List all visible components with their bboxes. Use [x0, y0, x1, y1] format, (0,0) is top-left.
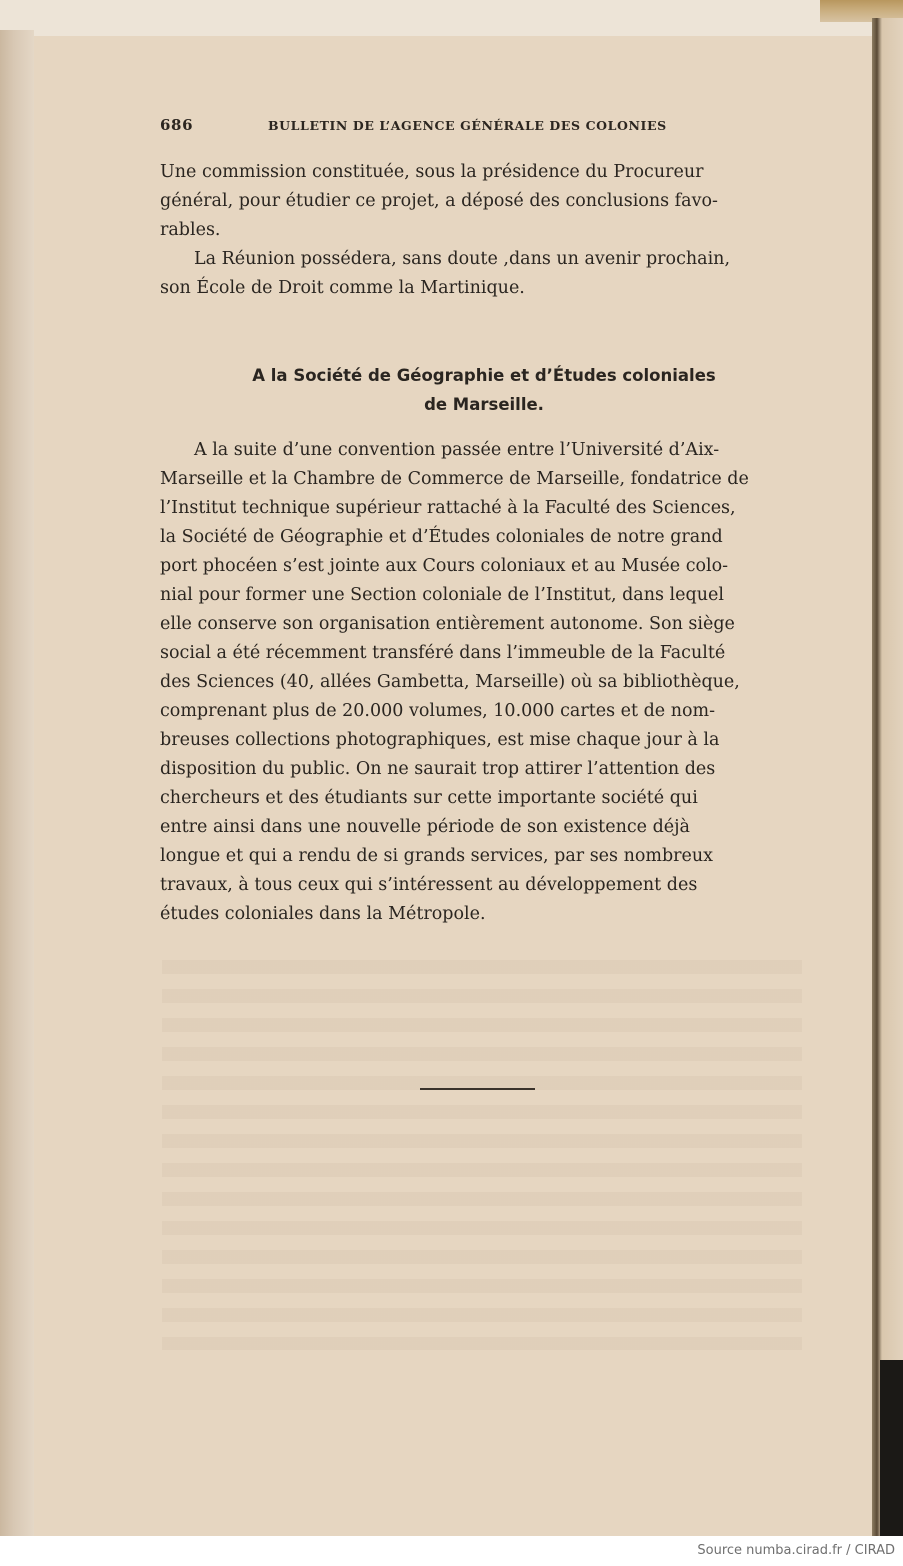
text-line: disposition du public. On ne saurait trop attirer l’attention des — [160, 759, 716, 779]
bookmark-ribbon — [880, 1360, 903, 1536]
text-line: son École de Droit comme la Martinique. — [160, 278, 525, 298]
paragraph-1 — [160, 158, 808, 303]
book-left-edge — [0, 30, 34, 1536]
text-line: A la suite d’une convention passée entre l’Université d’Aix- — [194, 440, 720, 460]
text-line: rables. — [160, 220, 221, 240]
text-line: général, pour étudier ce projet, a déposé des conclusions favo- — [160, 191, 718, 211]
heading-line-1: A la Société de Géographie et d’Études coloniales — [252, 366, 716, 385]
running-head-title: BULLETIN DE L’AGENCE GÉNÉRALE DES COLONIES — [268, 118, 667, 133]
text-line: breuses collections photographiques, est mise chaque jour à la — [160, 730, 720, 750]
running-head — [160, 116, 800, 136]
source-credit: Source numba.cirad.fr / CIRAD — [697, 1543, 895, 1558]
section-divider-rule — [420, 1088, 535, 1090]
text-line: la Société de Géographie et d’Études coloniales de notre grand — [160, 527, 723, 547]
text-line: comprenant plus de 20.000 volumes, 10.000 cartes et de nom- — [160, 701, 716, 721]
text-line: chercheurs et des étudiants sur cette importante société qui — [160, 788, 698, 808]
text-line: études coloniales dans la Métropole. — [160, 904, 486, 924]
page-number: 686 — [160, 116, 194, 134]
text-line: des Sciences (40, allées Gambetta, Marseille) où sa bibliothèque, — [160, 672, 740, 692]
text-line: La Réunion possédera, sans doute ,dans un avenir prochain, — [194, 249, 731, 269]
text-line: elle conserve son organisation entièrement autonome. Son siège — [160, 614, 735, 634]
text-line: l’Institut technique supérieur rattaché à la Faculté des Sciences, — [160, 498, 736, 518]
text-line: Une commission constituée, sous la présidence du Procureur — [160, 162, 704, 182]
book-top-edge — [0, 0, 903, 40]
text-line: Marseille et la Chambre de Commerce de Marseille, fondatrice de — [160, 469, 749, 489]
text-line: port phocéen s’est jointe aux Cours coloniaux et au Musée colo- — [160, 556, 729, 576]
paragraph-2 — [160, 436, 808, 929]
heading-line-2: de Marseille. — [424, 395, 544, 414]
text-line: longue et qui a rendu de si grands services, par ses nombreux — [160, 846, 714, 866]
bleed-through-text — [162, 960, 802, 1350]
text-line: entre ainsi dans une nouvelle période de son existence déjà — [160, 817, 690, 837]
text-line: social a été récemment transféré dans l’immeuble de la Faculté — [160, 643, 726, 663]
section-heading — [160, 362, 808, 420]
book-right-edge — [872, 18, 903, 1536]
text-line: travaux, à tous ceux qui s’intéressent au développement des — [160, 875, 698, 895]
text-line: nial pour former une Section coloniale de l’Institut, dans lequel — [160, 585, 724, 605]
